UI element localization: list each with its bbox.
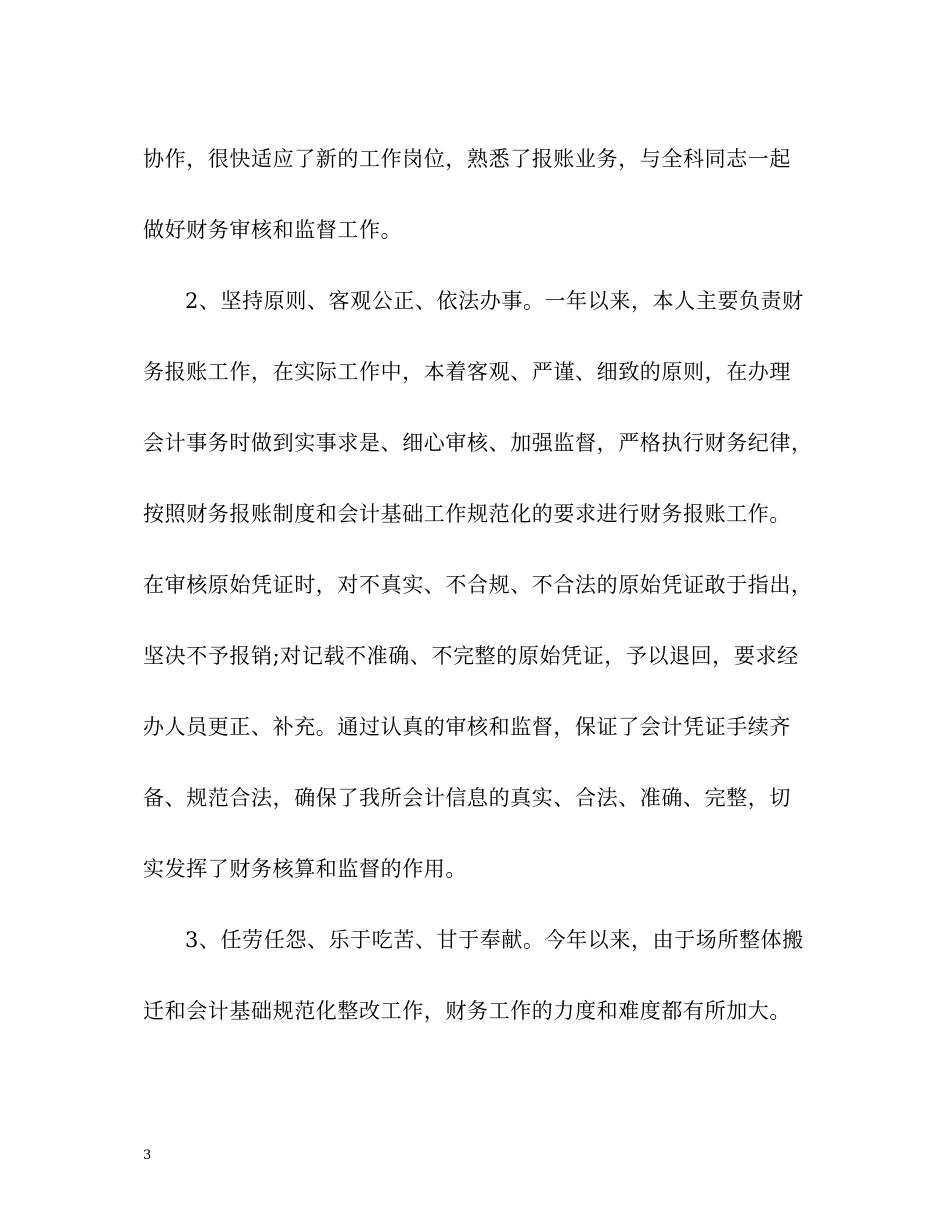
text-line-4: 务报账工作，在实际工作中，本着客观、严谨、细致的原则，在办理 [143, 360, 791, 384]
text-line-3: 2、坚持原则、客观公正、依法办事。一年以来，本人主要负责财 [185, 289, 804, 313]
text-line-12: 3、任劳任怨、乐于吃苦、甘于奉献。今年以来，由于场所整体搬 [185, 928, 804, 952]
text-line-6: 按照财务报账制度和会计基础工作规范化的要求进行财务报账工作。 [143, 502, 791, 526]
text-line-7: 在审核原始凭证时，对不真实、不合规、不合法的原始凭证敢于指出， [143, 573, 813, 597]
text-line-13: 迁和会计基础规范化整改工作，财务工作的力度和难度都有所加大。 [143, 999, 791, 1023]
text-line-5: 会计事务时做到实事求是、细心审核、加强监督，严格执行财务纪律， [143, 431, 813, 455]
text-line-2: 做好财务审核和监督工作。 [143, 218, 403, 242]
text-line-11: 实发挥了财务核算和监督的作用。 [143, 857, 467, 881]
text-line-10: 备、规范合法，确保了我所会计信息的真实、合法、准确、完整，切 [143, 786, 791, 810]
text-line-8: 坚决不予报销;对记载不准确、不完整的原始凭证，予以退回，要求经 [143, 644, 799, 668]
page-number: 3 [143, 1148, 152, 1163]
text-line-9: 办人员更正、补充。通过认真的审核和监督，保证了会计凭证手续齐 [143, 715, 791, 739]
text-line-1: 协作，很快适应了新的工作岗位，熟悉了报账业务，与全科同志一起 [143, 147, 791, 171]
